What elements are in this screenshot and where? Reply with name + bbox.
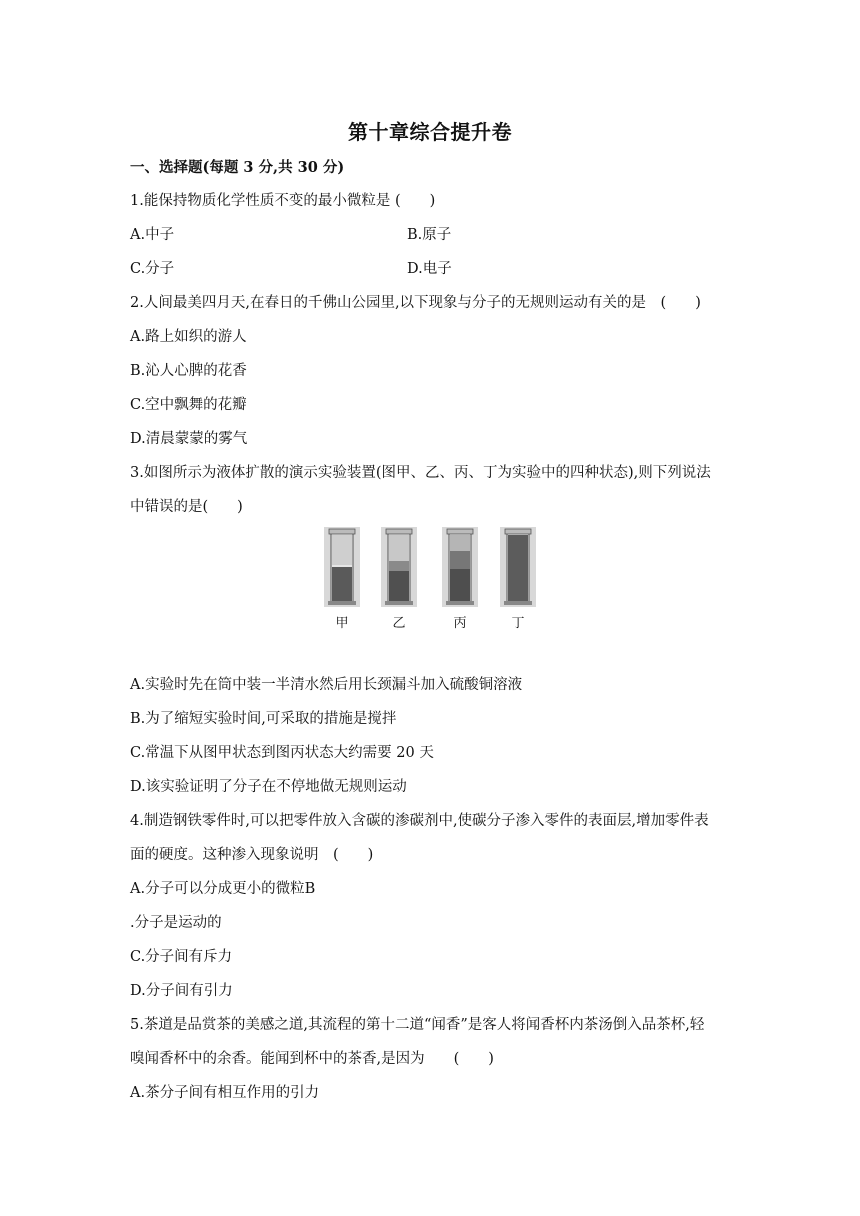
question-4-stem-line2: 面的硬度。这种渗入现象说明 ( ) xyxy=(130,847,374,863)
page-title: 第十章综合提升卷 xyxy=(348,120,512,144)
question-3-stem-line2: 中错误的是( ) xyxy=(130,499,243,515)
question-5-stem-line1: 5.茶道是品赏茶的美感之道,其流程的第十二道“闻香”是客人将闻香杯内茶汤倒入品茶杯,轻 xyxy=(130,1017,705,1033)
diffusion-experiment-figure xyxy=(322,527,542,637)
question-1-option-a: A.中子 xyxy=(130,227,175,243)
question-2-stem: 2.人间最美四月天,在春日的千佛山公园里,以下现象与分子的无规则运动有关的是 ( ) xyxy=(130,295,701,311)
question-2-option-d: D.清晨蒙蒙的雾气 xyxy=(130,431,248,447)
question-4-option-d: D.分子间有引力 xyxy=(130,983,233,999)
cylinder-jia-image xyxy=(324,527,360,607)
question-3-option-b: B.为了缩短实验时间,可采取的措施是搅拌 xyxy=(130,711,397,727)
question-4-option-a: A.分子可以分成更小的微粒B xyxy=(130,881,316,897)
question-1-option-b: B.原子 xyxy=(407,227,452,243)
question-3-option-c: C.常温下从图甲状态到图丙状态大约需要 20 天 xyxy=(130,745,434,761)
question-4-stem-line1: 4.制造钢铁零件时,可以把零件放入含碳的渗碳剂中,使碳分子渗入零件的表面层,增加零件表 xyxy=(130,813,709,829)
question-2-option-a: A.路上如织的游人 xyxy=(130,329,247,345)
cylinder-bing-image xyxy=(442,527,478,607)
section-heading: 一、选择题(每题 3 分,共 30 分) xyxy=(130,159,345,176)
question-2-option-c: C.空中飘舞的花瓣 xyxy=(130,397,247,413)
question-5-stem-line2: 嗅闻香杯中的余香。能闻到杯中的茶香,是因为 ( ) xyxy=(130,1051,494,1067)
question-1-option-c: C.分子 xyxy=(130,261,175,277)
question-4-option-b: .分子是运动的 xyxy=(130,915,222,931)
question-3-option-d: D.该实验证明了分子在不停地做无规则运动 xyxy=(130,779,407,795)
question-2-option-b: B.沁人心脾的花香 xyxy=(130,363,247,379)
cylinder-yi-image xyxy=(381,527,417,607)
question-1-stem: 1.能保持物质化学性质不变的最小微粒是 ( ) xyxy=(130,193,436,209)
question-3-option-a: A.实验时先在筒中装一半清水然后用长颈漏斗加入硫酸铜溶液 xyxy=(130,677,523,693)
figure-label-ding: 丁 xyxy=(511,616,525,631)
question-1-option-d: D.电子 xyxy=(407,261,452,277)
question-4-option-c: C.分子间有斥力 xyxy=(130,949,233,965)
question-5-option-a: A.茶分子间有相互作用的引力 xyxy=(130,1085,320,1101)
figure-label-jia: 甲 xyxy=(335,616,349,631)
figure-label-yi: 乙 xyxy=(392,616,406,631)
question-3-stem-line1: 3.如图所示为液体扩散的演示实验装置(图甲、乙、丙、丁为实验中的四种状态),则下列说法 xyxy=(130,465,711,481)
figure-label-bing: 丙 xyxy=(453,616,467,631)
cylinder-ding-image xyxy=(500,527,536,607)
